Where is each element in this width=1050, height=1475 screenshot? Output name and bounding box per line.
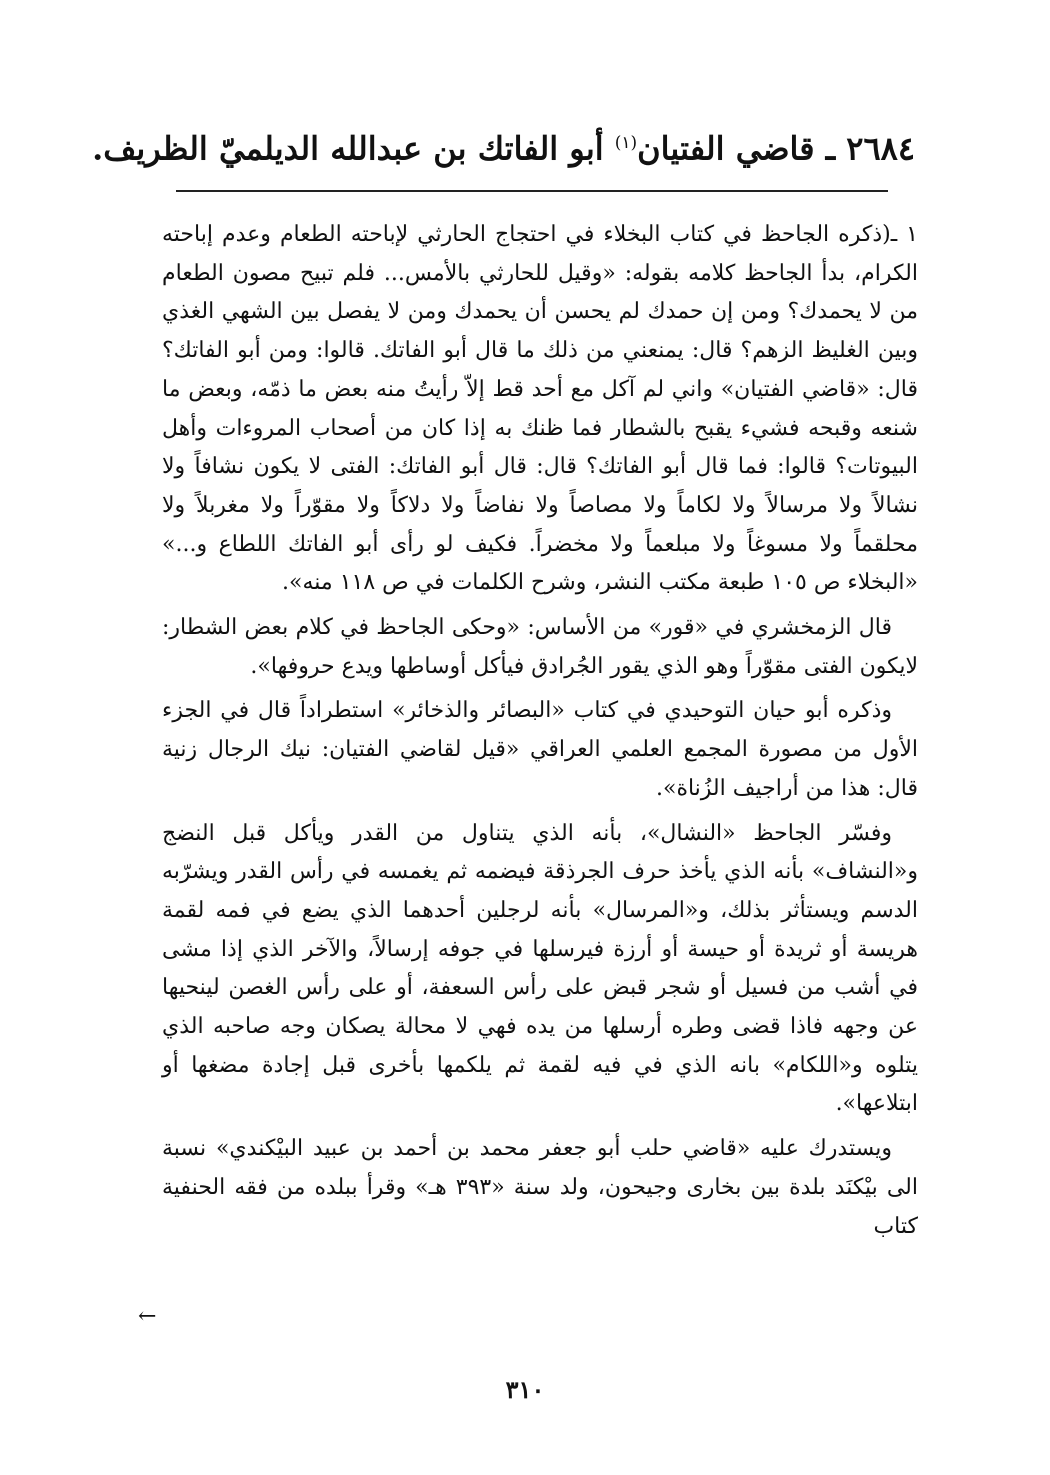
footnote-paragraph: قال الزمخشري في «قور» من الأساس: «وحكى الجاحظ في كلام بعض الشطار: لايكون الفتى مقوّراً وهو الذي يقور الجُرادق فيأكل أوساطها ويدع حروفها». [162,615,918,679]
entry-name-part1: قاضي الفتيان [637,129,815,168]
footnote-paragraph: ١ ـ(ذكره الجاحظ في كتاب البخلاء في احتجاج الحارثي لإباحته الطعام وعدم إباحته الكرام، بدأ الجاحظ كلامه بقوله: «وقيل للحارثي بالأمس... فلم تبيح مصون الطعام من لا يحمدك؟ ومن إن حمدك لم يحسن أن يحمدك ومن لا يفصل بين الشهي الغذي وبين الغليظ الزهم؟ قال: يمنعني من ذلك ما قال أبو الفاتك. قالوا: ومن أبو الفاتك؟ قال: «قاضي الفتيان» واني لم آكل مع أحد قط إلاّ رأيتُ منه بعض ما ذمّه، وبعض ما شنعه وقبحه فشيء يقبح بالشطار فما ظنك به إذا كان من أصحاب المروءات وأهل البيوتات؟ قالوا: فما قال أبو الفاتك؟ قال: قال أبو الفاتك: الفتى لا يكون نشافاً ولا نشالاً ولا مرسالاً ولا لكاماً ولا مصاصاً ولا نفاضاً ولا دلاكاً ولا مقوّراً ولا مغربلاً ولا محلقماً ولا مسوغاً ولا مبلعماً ولا مخضراً. فكيف لو رأى أبو الفاتك اللطاع و...» «البخلاء ص ١٠٥ طبعة مكتب النشر، وشرح الكلمات في ص ١١٨ منه». [162,222,918,596]
page-number: ٣١٠ [505,1375,545,1404]
footnote-divider [176,190,888,192]
footnote-paragraph: وفسّر الجاحظ «النشال»، بأنه الذي يتناول من القدر ويأكل قبل النضج و«النشاف» بأنه الذي يأخذ حرف الجرذقة فيضمه ثم يغمسه في رأس القدر ويشرّبه الدسم ويستأثر بذلك، و«المرسال» بأنه لرجلين أحدهما الذي يضع في فمه لقمة هريسة أو ثريدة أو حيسة أو أرزة فيرسلها في جوفه إرسالاً، والآخر الذي إذا مشى في أشب من فسيل أو شجر قبض على رأس السعفة، أو على رأس الغصن لينحيها عن وجهه فاذا قضى وطره أرسلها من يده فهي لا محالة يصكان وجه صاحبه الذي يتلوه و«اللكام» بانه الذي في فيه لقمة ثم يلكمها بأخرى قبل إجادة مضغها أو ابتلاعها». [162,820,918,1117]
entry-number: ٢٦٨٤ [846,129,915,168]
footnote-reference[interactable]: (١) [614,133,638,153]
entry-heading [92,118,915,174]
continuation-arrow-icon: ← [138,1304,157,1329]
footnote-body [162,216,918,1252]
footnote-paragraph: ويستدرك عليه «قاضي حلب أبو جعفر محمد بن أحمد بن عبيد البيْكندي» نسبة الى بيْكنَد بلدة بين بخارى وجيحون، ولد سنة «٣٩٣ هـ» وقرأ ببلده من فقه الحنفية كتاب [162,1136,918,1239]
entry-name-part2: أبو الفاتك بن عبدالله الديلميّ الظريف. [92,129,604,168]
entry-separator: ـ [825,129,836,168]
footnote-paragraph: وذكره أبو حيان التوحيدي في كتاب «البصائر والذخائر» استطراداً قال في الجزء الأول من مصورة المجمع العلمي العراقي «قيل لقاضي الفتيان: نيك الرجال زنية قال: هذا من أراجيف الزُناة». [162,698,918,801]
